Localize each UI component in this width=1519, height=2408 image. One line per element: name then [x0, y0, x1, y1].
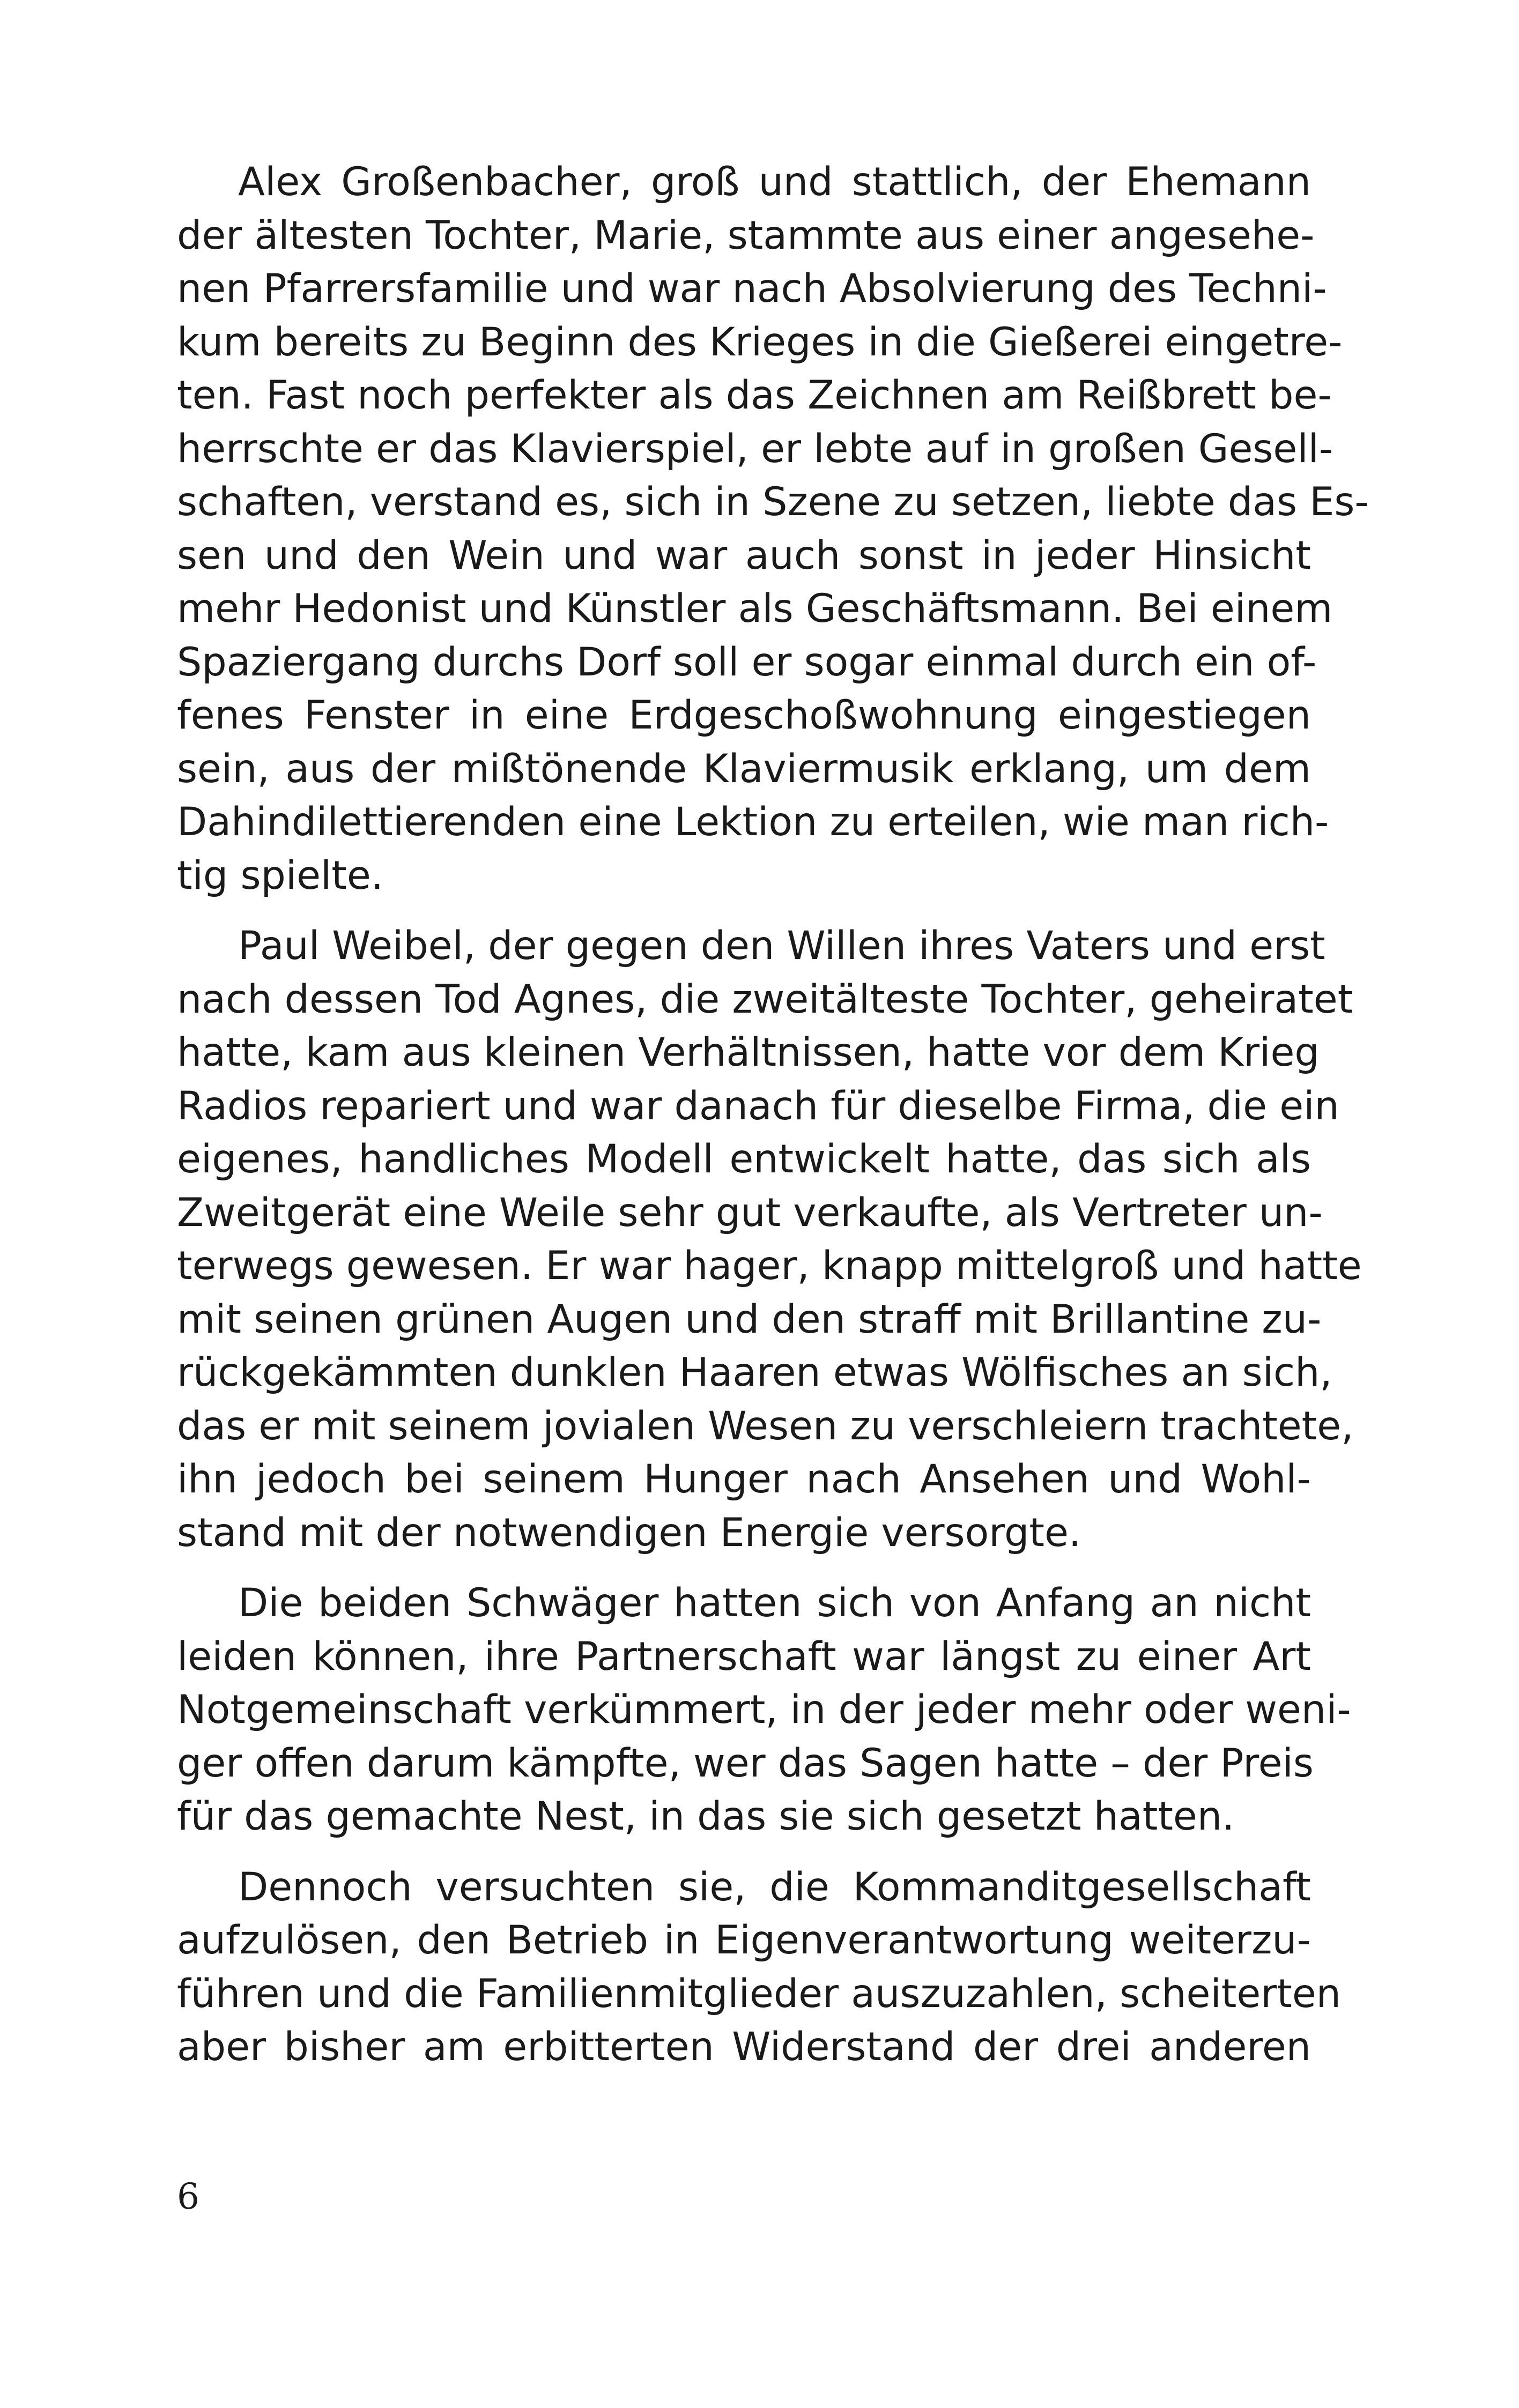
- text-line: sein, aus der mißtönende Klaviermusik erklang, um dem: [177, 746, 1311, 792]
- text-line: Dahindilettierenden eine Lektion zu erteilen, wie man rich-: [177, 799, 1329, 845]
- text-line: kum bereits zu Beginn des Krieges in die Gießerei eingetre-: [177, 319, 1343, 365]
- text-line: das er mit seinem jovialen Wesen zu verschleiern trachtete,: [177, 1403, 1354, 1449]
- text-line: eigenes, handliches Modell entwickelt hatte, das sich als: [177, 1136, 1311, 1182]
- text-line: mit seinen grünen Augen und den straff mit Brillantine zu-: [177, 1296, 1322, 1342]
- paragraph: [177, 1861, 1342, 2074]
- text-line: aber bisher am erbitterten Widerstand der drei anderen: [177, 2024, 1311, 2070]
- text-line: für das gemachte Nest, in das sie sich gesetzt hatten.: [177, 1794, 1235, 1839]
- text-line: leiden können, ihre Partnerschaft war längst zu einer Art: [177, 1633, 1311, 1679]
- paragraph: [177, 1577, 1351, 1844]
- body-text: [177, 155, 1369, 2091]
- text-line: Radios repariert und war danach für dieselbe Firma, die ein: [177, 1083, 1339, 1129]
- text-line: sen und den Wein und war auch sonst in jeder Hinsicht: [177, 532, 1311, 578]
- text-line: ihn jedoch bei seinem Hunger nach Ansehen und Wohl-: [177, 1456, 1311, 1502]
- text-line: Paul Weibel, der gegen den Willen ihres Vaters und erst: [238, 923, 1325, 969]
- text-line: herrschte er das Klavierspiel, er lebte auf in großen Gesell-: [177, 426, 1333, 472]
- text-line: Notgemeinschaft verkümmert, in der jeder mehr oder weni-: [177, 1687, 1351, 1733]
- text-line: führen und die Familienmitglieder auszuzahlen, scheiterten: [177, 1971, 1342, 2017]
- text-line: terwegs gewesen. Er war hager, knapp mittelgroß und hatte: [177, 1243, 1362, 1289]
- text-line: stand mit der notwendigen Energie versorgte.: [177, 1510, 1081, 1556]
- text-line: Alex Großenbacher, groß und stattlich, der Ehemann: [238, 159, 1311, 205]
- text-line: tig spielte.: [177, 852, 384, 898]
- text-line: hatte, kam aus kleinen Verhältnissen, hatte vor dem Krieg: [177, 1030, 1320, 1075]
- text-line: Die beiden Schwäger hatten sich von Anfang an nicht: [238, 1580, 1311, 1626]
- text-line: der ältesten Tochter, Marie, stammte aus einer angesehe-: [177, 212, 1315, 258]
- paragraph: [177, 155, 1369, 902]
- text-line: Spaziergang durchs Dorf soll er sogar einmal durch ein of-: [177, 639, 1317, 685]
- text-line: mehr Hedonist und Künstler als Geschäftsmann. Bei einem: [177, 586, 1333, 631]
- paragraph: [177, 919, 1362, 1559]
- text-line: Zweitgerät eine Weile sehr gut verkaufte, als Vertreter un-: [177, 1190, 1323, 1236]
- text-line: rückgekämmten dunklen Haaren etwas Wölfisches an sich,: [177, 1350, 1332, 1395]
- text-line: ger offen darum kämpfte, wer das Sagen hatte – der Preis: [177, 1740, 1314, 1786]
- text-line: aufzulösen, den Betrieb in Eigenverantwortung weiterzu-: [177, 1918, 1311, 1963]
- text-line: nach dessen Tod Agnes, die zweitälteste Tochter, geheiratet: [177, 976, 1353, 1022]
- text-line: nen Pfarrersfamilie und war nach Absolvierung des Techni-: [177, 266, 1327, 311]
- text-line: ten. Fast noch perfekter als das Zeichnen am Reißbrett be-: [177, 373, 1332, 418]
- text-line: schaften, verstand es, sich in Szene zu setzen, liebte das Es-: [177, 479, 1369, 525]
- text-line: Dennoch versuchten sie, die Kommanditgesellschaft: [238, 1864, 1311, 1910]
- page-number: 6: [177, 2176, 199, 2217]
- text-line: fenes Fenster in eine Erdgeschoßwohnung eingestiegen: [177, 693, 1311, 738]
